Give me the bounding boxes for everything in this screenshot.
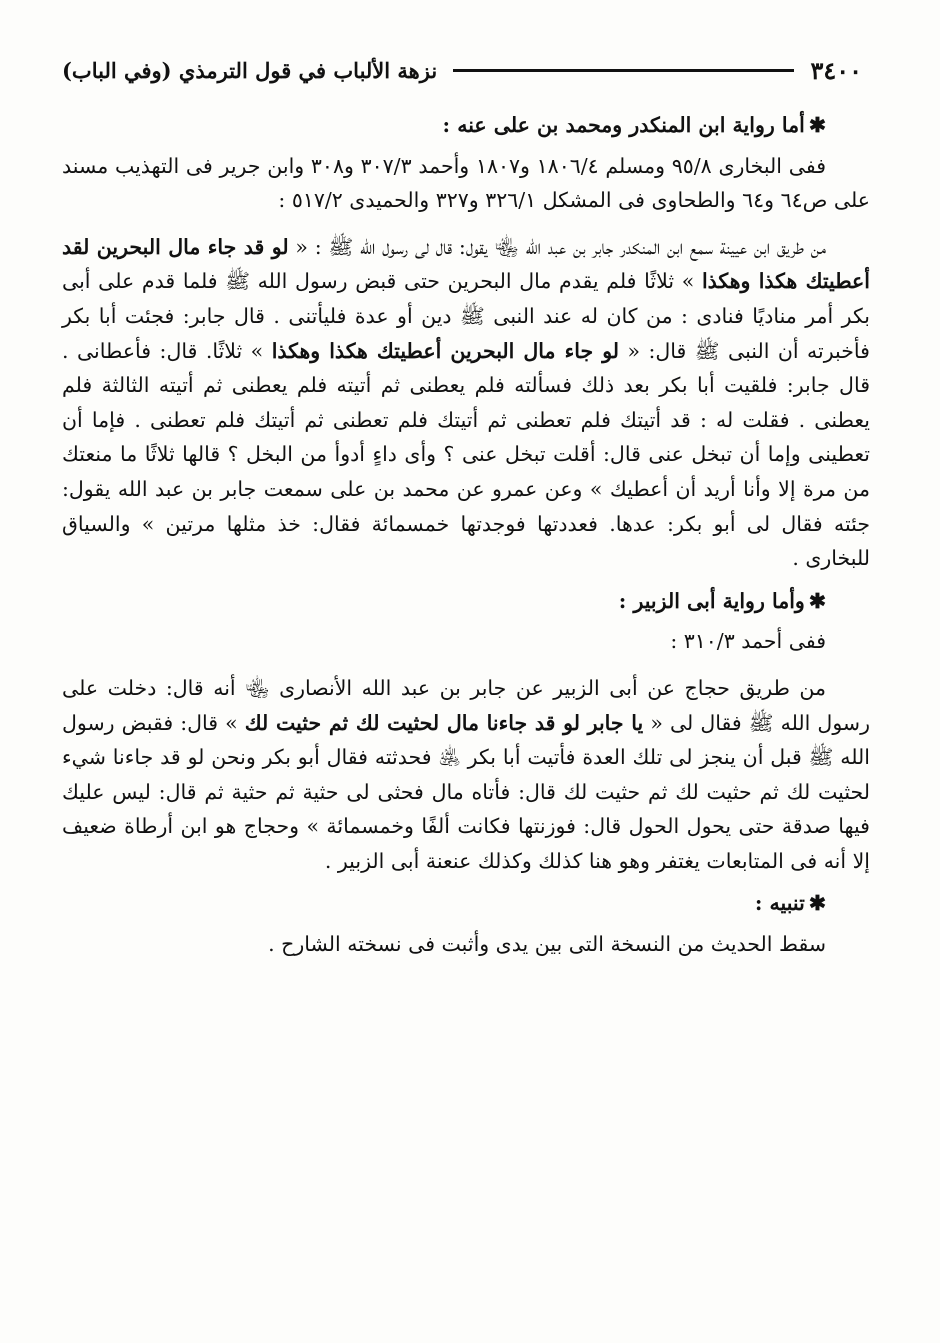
references-paragraph: ففى أحمد ٣١٠/٣ :	[670, 629, 826, 654]
page-body	[62, 100, 870, 962]
page-number: ٣٤٠٠	[810, 55, 862, 85]
hadith-quote: لو جاء مال البحرين أعطيتك هكذا وهكذا	[271, 338, 620, 363]
hadith-paragraph-1: من طريق ابن عيينة سمع ابن المنكدر جابر بن عبد الله ﵄ يقول: قال لى رسول الله ﷺ : « لو قد جاء مال البحرين لقد أعطيتك هكذا وهكذا » ثلاثًا فلم يقدم مال البحرين حتى قبض رسول الله ﷺ فلما قدم على أبى بكر أمر مناديًا فنادى : من كان له عند النبى ﷺ دين أو عدة فليأتنى . قال جابر: فجئت أبا بكر فأخبرته أن النبى ﷺ قال: « لو جاء مال البحرين أعطيتك هكذا وهكذا » ثلاثًا. قال: فأعطانى . قال جابر: فلقيت أبا بكر بعد ذلك فسألته فلم يعطنى ثم أتيته فلم يعطنى ثم أتيته الثالثة فلم يعطنى . فقلت له : قد أتيتك فلم تعطنى ثم أتيتك فلم تعطنى ثم أتيتك فلم تعطنى . فإما أن تعطينى وإما أن تبخل عنى قال: أقلت تبخل عنى ؟ وأى داءٍ أدوأ من البخل ؟ قالها ثلاثًا ما منعتك من مرة إلا وأنا أريد أن أعطيك » وعن عمرو عن محمد بن على سمعت جابر بن عبد الله يقول: جئته فقال لى أبو بكر: عدها. فعددتها فوجدتها خمسمائة فقال: خذ مثلها مرتين » والسياق للبخارى .	[62, 234, 870, 571]
hadith-quote: يا جابر لو قد جاءنا مال لحثيت لك ثم حثيت لك	[244, 710, 644, 735]
section-heading-ibn-munkadir: ✱أما رواية ابن المنكدر ومحمد بن على عنه :	[442, 113, 826, 137]
asterisk-icon: ✱	[808, 588, 826, 613]
section-heading-abu-zubair: ✱وأما رواية أبى الزبير :	[618, 588, 826, 613]
asterisk-icon: ✱	[808, 113, 826, 137]
asterisk-icon: ✱	[808, 891, 826, 916]
references-paragraph: ففى البخارى ٩٥/٨ ومسلم ١٨٠٦/٤ و١٨٠٧ وأحمد ٣٠٧/٣ و٣٠٨ وابن جرير فى التهذيب مسند على ص٦٤ و٦٤ والطحاوى فى المشكل ٣٢٦/١ و٣٢٧ والحميدى ٥١٧/٢ :	[62, 153, 870, 213]
section-heading-note: ✱تنبيه :	[754, 891, 826, 916]
hadith-quote: لو قد جاء مال البحرين لقد أعطيتك هكذا وهكذا	[62, 234, 870, 294]
hadith-paragraph-2: من طريق حجاج عن أبى الزبير عن جابر بن عبد الله الأنصارى ﵄ أنه قال: دخلت على رسول الله ﷺ فقال لى « يا جابر لو قد جاءنا مال لحثيت لك ثم حثيت لك » قال: فقبض رسول الله ﷺ قبل أن ينجز لى تلك العدة فأتيت أبا بكر ﵁ فحدثته فقال أبو بكر ونحن لو قد جاءنا شيء لحثيت لك ثم حثيت لك ثم حثيت لك قال: فأتاه مال فحثى لى حثية ثم حثية ثم قال: ليس عليك فيها صدقة حتى يحول الحول قال: فوزنتها فكانت ألفًا وخمسمائة » وحجاج هو ابن أرطاة ضعيف إلا أنه فى المتابعات يغتفر وهو هنا كذلك وكذلك عنعنة أبى الزبير .	[62, 675, 870, 873]
page-header	[62, 50, 862, 90]
header-rule	[453, 69, 794, 72]
note-paragraph: سقط الحديث من النسخة التى بين يدى وأثبت فى نسخته الشارح .	[268, 932, 826, 957]
running-title: نزهة الألباب في قول الترمذي (وفي الباب)	[62, 57, 438, 83]
